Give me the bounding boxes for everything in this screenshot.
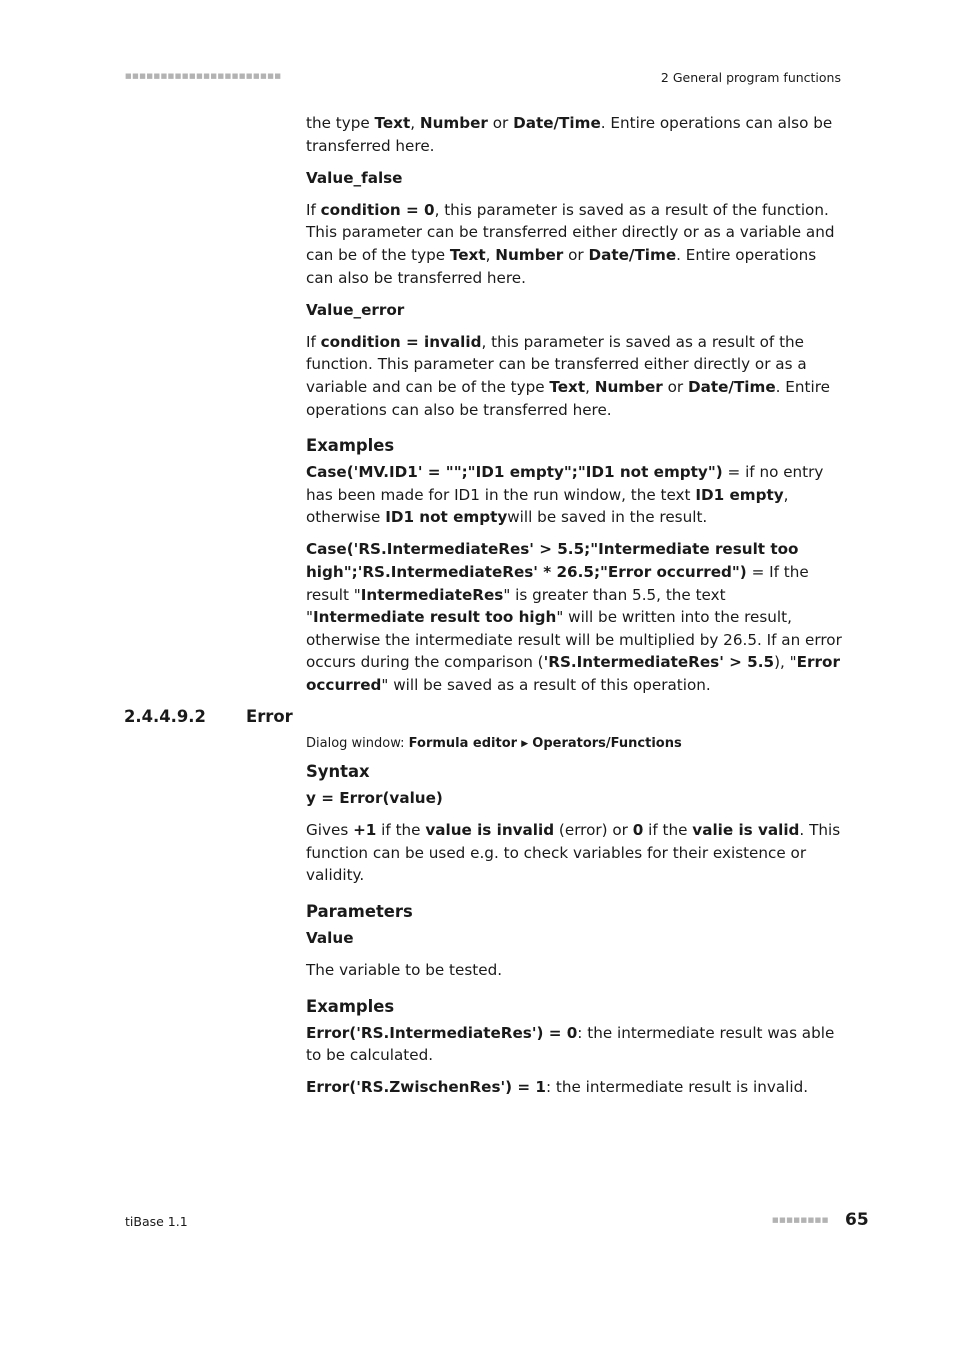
parameters-heading: Parameters	[306, 901, 413, 921]
examples-heading: Examples	[306, 436, 395, 456]
footer-product: tiBase 1.1	[125, 1214, 188, 1229]
examples-heading-2: Examples	[306, 996, 395, 1016]
section-number: 2.4.4.9.2	[124, 707, 206, 727]
section-title: Error	[246, 707, 293, 727]
error-example-1: Error('RS.IntermediateRes') = 0: the intermediate result was able to be calculated.	[306, 1023, 835, 1065]
play-triangle-icon: ▶	[521, 739, 529, 750]
case-example-2: Case('RS.IntermediateRes' > 5.5;"Intermediate result too high";'RS.IntermediateRes' * 26.5;"Error occurred") = If the result "IntermediateRes" is greater than 5.5, the text "Intermediate result too high" will be written into the result, otherwise the intermediate result will be multiplied by 26.5. If an error occurs during the comparison ('RS.IntermediateRes' > 5.5), "Error occurred" will be saved as a result of this operation.	[306, 540, 842, 694]
parameter-name: Value	[306, 928, 354, 947]
error-example-2: Error('RS.ZwischenRes') = 1: the intermediate result is invalid.	[306, 1078, 809, 1097]
running-header-chapter: 2 General program functions	[660, 70, 841, 85]
syntax-heading: Syntax	[306, 762, 370, 782]
main-content	[124, 112, 842, 1108]
value-false-paragraph: If condition = 0, this parameter is saved as a result of the function. This parameter can be transferred either directly or as a variable and can be of the type Text, Number or Date/Time. Entire operations can also be transferred here.	[306, 200, 835, 287]
syntax-formula: y = Error(value)	[306, 789, 443, 808]
dialog-window-path: Dialog window: Formula editor ▶ Operators/Functions	[306, 736, 682, 752]
syntax-description: Gives +1 if the value is invalid (error) or 0 if the valie is valid. This function can be used e.g. to check variables for their existence or validity.	[306, 821, 841, 885]
value-error-paragraph: If condition = invalid, this parameter is saved as a result of the function. This parameter can be transferred either directly or as a variable and can be of the type Text, Number or Date/Time. Entire operations can also be transferred here.	[306, 332, 830, 419]
header-decoration: ■■■■■■■■■■■■■■■■■■■■■■	[125, 72, 282, 80]
page-number: 65	[845, 1210, 869, 1230]
footer-decoration: ■■■■■■■■	[772, 1216, 829, 1224]
value-error-heading: Value_error	[306, 300, 405, 319]
section-heading	[124, 706, 824, 728]
value-false-heading: Value_false	[306, 168, 403, 187]
parameter-description: The variable to be tested.	[306, 961, 503, 980]
intro-paragraph: the type Text, Number or Date/Time. Entire operations can also be transferred here.	[306, 114, 833, 155]
case-example-1: Case('MV.ID1' = "";"ID1 empty";"ID1 not empty") = if no entry has been made for ID1 in the run window, the text ID1 empty, otherwise ID1 not emptywill be saved in the result.	[306, 463, 824, 527]
